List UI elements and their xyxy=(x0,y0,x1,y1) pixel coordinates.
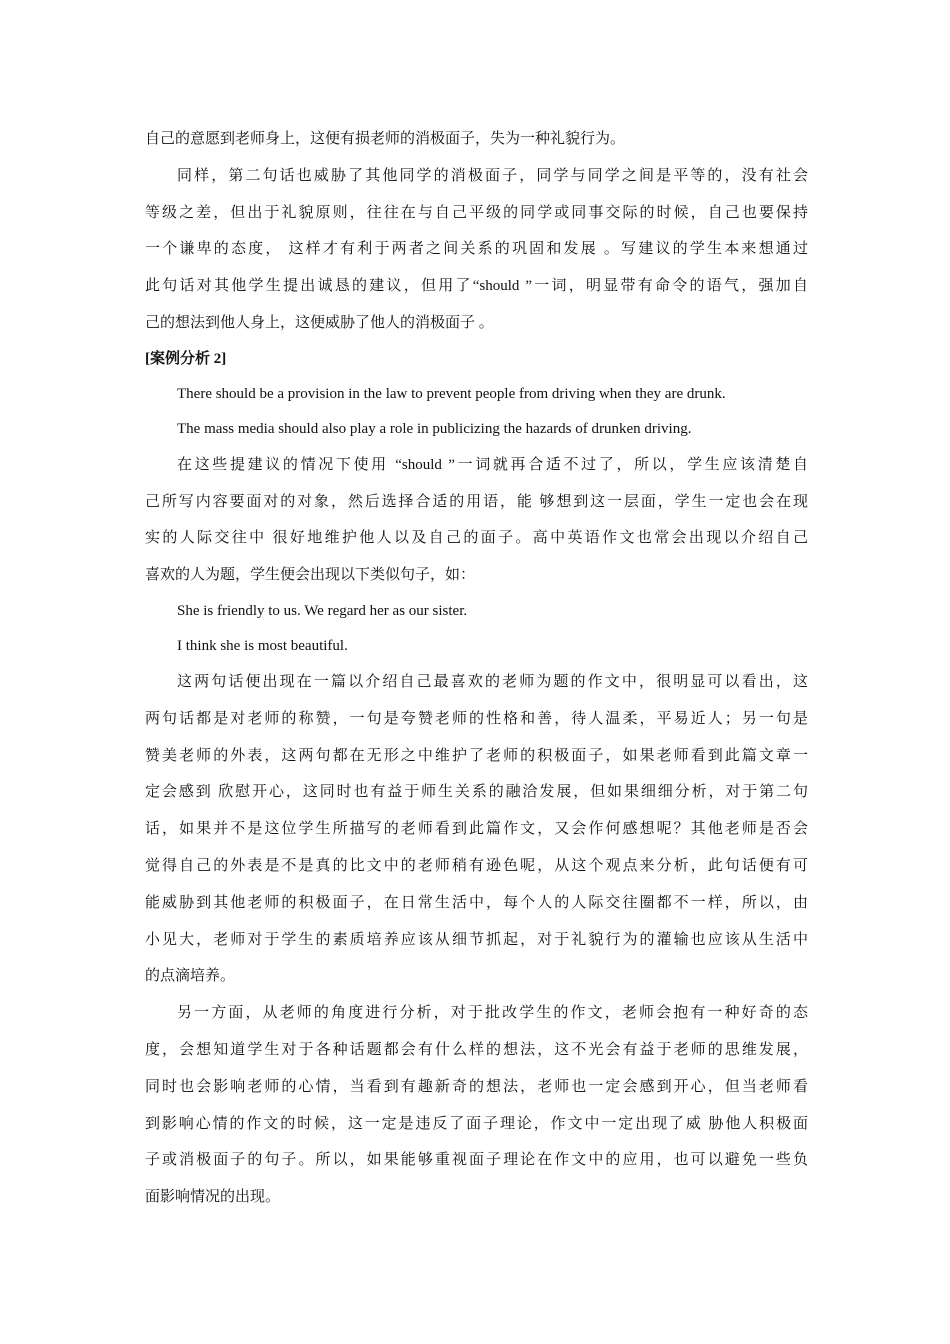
paragraph-line: 子或消极面子的句子。所以，如果能够重视面子理论在作文中的应用，也可以避免一些负 xyxy=(145,1152,808,1169)
paragraph-line: 在这些提建议的情况下使用 “should ”一词就再合适不过了，所以，学生应该清楚自 xyxy=(177,456,808,473)
paragraph-line: 一个谦卑的态度， 这样才有利于两者之间关系的巩固和发展 。写建议的学生本来想通过 xyxy=(145,241,808,258)
example-sentence: She is friendly to us. We regard her as our sister. xyxy=(177,602,468,619)
example-sentence: The mass media should also play a role in publicizing the hazards of drunken driving. xyxy=(177,420,692,437)
paragraph-line: 能威胁到其他老师的积极面子，在日常生活中，每个人的人际交往圈都不一样，所以，由 xyxy=(145,894,808,911)
paragraph-line: 喜欢的人为题，学生便会出现以下类似句子，如： xyxy=(145,567,476,584)
paragraph-line: 的点滴培养。 xyxy=(145,968,236,985)
section-heading: [案例分析 2] xyxy=(145,350,227,367)
example-sentence: There should be a provision in the law to prevent people from driving when they are drunk. xyxy=(177,385,726,402)
paragraph-line: 话，如果并不是这位学生所描写的老师看到此篇作文，又会作何感想呢？其他老师是否会 xyxy=(145,821,808,838)
paragraph-line: 实的人际交往中 很好地维护他人以及自己的面子。高中英语作文也常会出现以介绍自己 xyxy=(145,530,808,547)
paragraph-line: 此句话对其他学生提出诚恳的建议，但用了“should ”一词，明显带有命令的语气，强加自 xyxy=(145,278,808,295)
paragraph-line: 这两句话便出现在一篇以介绍自己最喜欢的老师为题的作文中，很明显可以看出，这 xyxy=(177,673,808,690)
paragraph-line: 到影响心情的作文的时候，这一定是违反了面子理论，作文中一定出现了威 胁他人积极面 xyxy=(145,1115,808,1132)
paragraph-line: 度，会想知道学生对于各种话题都会有什么样的想法，这不光会有益于老师的思维发展， xyxy=(145,1041,808,1058)
paragraph-line: 两句话都是对老师的称赞，一句是夸赞老师的性格和善，待人温柔，平易近人；另一句是 xyxy=(145,710,808,727)
paragraph-line: 定会感到 欣慰开心，这同时也有益于师生关系的融洽发展，但如果细细分析，对于第二句 xyxy=(145,784,808,801)
paragraph-line: 自己的意愿到老师身上，这便有损老师的消极面子，失为一种礼貌行为。 xyxy=(145,131,626,147)
paragraph-line: 等级之差，但出于礼貌原则，往往在与自己平级的同学或同事交际的时候，自己也要保持 xyxy=(145,204,808,221)
paragraph-line: 同时也会影响老师的心情，当看到有趣新奇的想法，老师也一定会感到开心，但当老师看 xyxy=(145,1078,808,1095)
example-sentence: I think she is most beautiful. xyxy=(177,637,348,654)
paragraph-line: 己的想法到他人身上，这便威胁了他人的消极面子 。 xyxy=(145,314,494,331)
paragraph-line: 另一方面，从老师的角度进行分析，对于批改学生的作文，老师会抱有一种好奇的态 xyxy=(177,1005,808,1022)
paragraph-line: 面影响情况的出现。 xyxy=(145,1189,281,1206)
paragraph-line: 觉得自己的外表是不是真的比文中的老师稍有逊色呢，从这个观点来分析，此句话便有可 xyxy=(145,857,808,874)
paragraph-line: 同样，第二句话也威胁了其他同学的消极面子，同学与同学之间是平等的，没有社会 xyxy=(177,167,808,184)
paragraph-line: 己所写内容要面对的对象，然后选择合适的用语，能 够想到这一层面，学生一定也会在现 xyxy=(145,493,808,510)
document-body xyxy=(145,121,808,1216)
paragraph-line: 赞美老师的外表，这两句都在无形之中维护了老师的积极面子，如果老师看到此篇文章一 xyxy=(145,747,808,764)
paragraph-line: 小见大，老师对于学生的素质培养应该从细节抓起，对于礼貌行为的灌输也应该从生活中 xyxy=(145,931,808,948)
